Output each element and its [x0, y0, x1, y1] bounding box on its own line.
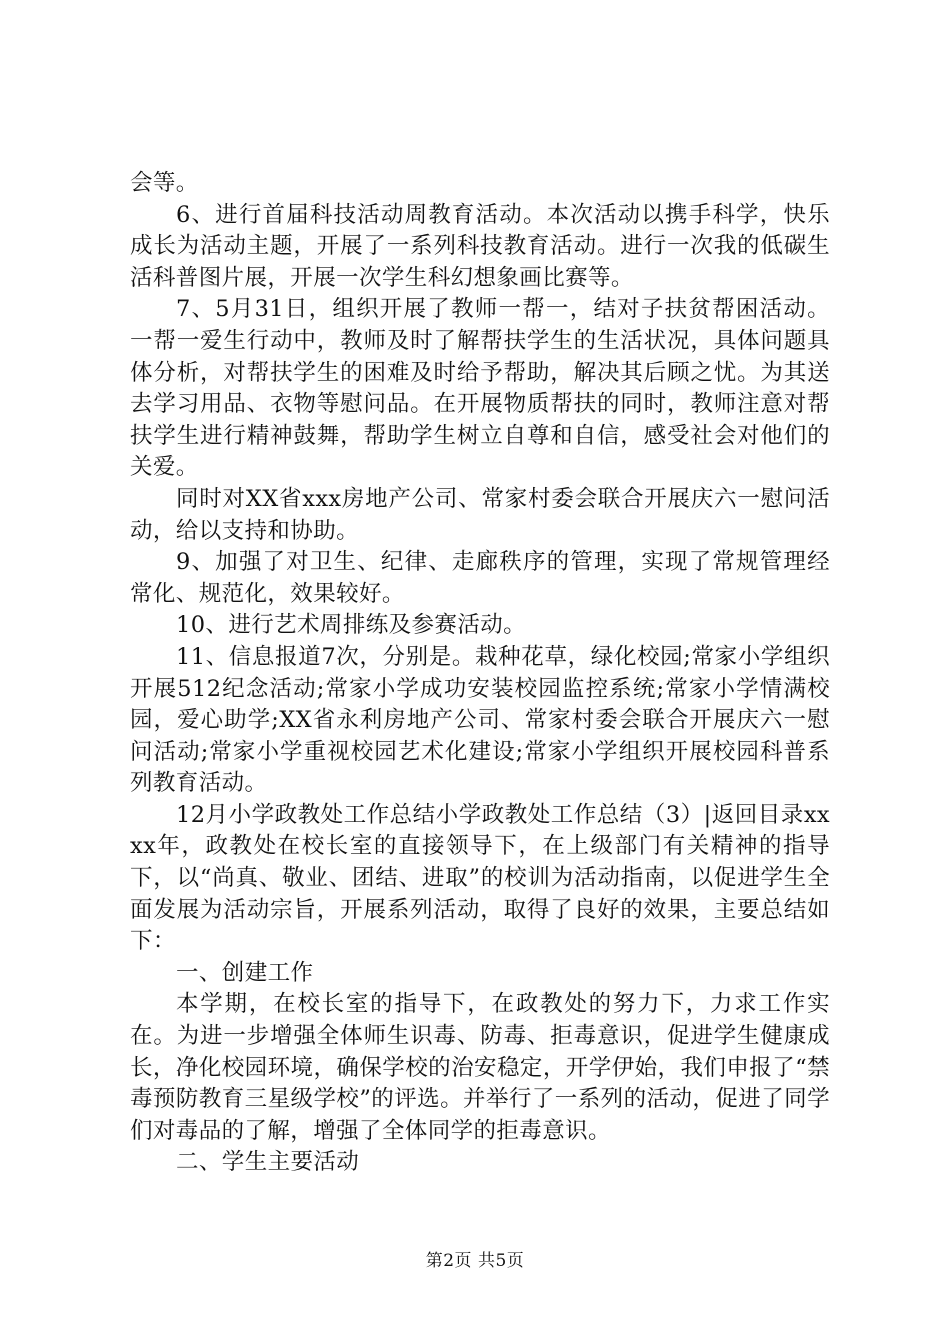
section-heading-2: 二、学生主要活动	[176, 1149, 360, 1176]
paragraph-item-9: 9、加强了对卫生、纪律、走廊秩序的管理，实现了常规管理经常化、规范化，效果较好。	[130, 549, 830, 607]
paragraph-item-11: 11、信息报道7次，分别是。栽种花草，绿化校园;常家小学组织开展512纪念活动;常家小学成功安装校园监控系统;常家小学情满校园，爱心助学;XX省永利房地产公司、常家村委会联合开展庆六一慰问活动;常家小学重视校园艺术化建设;常家小学组织开展校园科普系列教育活动。	[130, 643, 830, 797]
page-number-footer: 第2页 共5页	[425, 1251, 525, 1271]
paragraph-item-7: 7、5月31日，组织开展了教师一帮一，结对子扶贫帮困活动。一帮一爱生行动中，教师及时了解帮扶学生的生活状况，具体问题具体分析，对帮扶学生的困难及时给予帮助，解决其后顾之忧。为其送去学习用品、衣物等慰问品。在开展物质帮扶的同时，教师注意对帮扶学生进行精神鼓舞，帮助学生树立自尊和自信，感受社会对他们的关爱。	[130, 296, 830, 481]
paragraph-item-10: 10、进行艺术周排练及参赛活动。	[176, 612, 527, 639]
paragraph-item-6: 6、进行首届科技活动周教育活动。本次活动以携手科学，快乐成长为活动主题，开展了一系列科技教育活动。进行一次我的低碳生活科普图片展，开展一次学生科幻想象画比赛等。	[130, 201, 830, 291]
paragraph-continued: 会等。	[130, 170, 199, 196]
paragraph-creation-work: 本学期，在校长室的指导下，在政教处的努力下，力求工作实在。为进一步增强全体师生识毒、防毒、拒毒意识，促进学生健康成长，净化校园环境，确保学校的治安稳定，开学伊始，我们申报了“禁毒预防教育三星级学校”的评选。并举行了一系列的活动，促进了同学们对毒品的了解，增强了全体同学的拒毒意识。	[130, 991, 830, 1144]
section-heading-1: 一、创建工作	[176, 959, 314, 986]
paragraph-summary-intro: 12月小学政教处工作总结小学政教处工作总结（3）|返回目录xxxx年，政教处在校长室的直接领导下，在上级部门有关精神的指导下，以“尚真、敬业、团结、进取”的校训为活动指南，以促进学生全面发展为活动宗旨，开展系列活动，取得了良好的效果，主要总结如下：	[130, 801, 830, 955]
paragraph-support: 同时对XX省xxx房地产公司、常家村委会联合开展庆六一慰问活动，给以支持和协助。	[130, 485, 830, 544]
document-body	[130, 168, 830, 1179]
